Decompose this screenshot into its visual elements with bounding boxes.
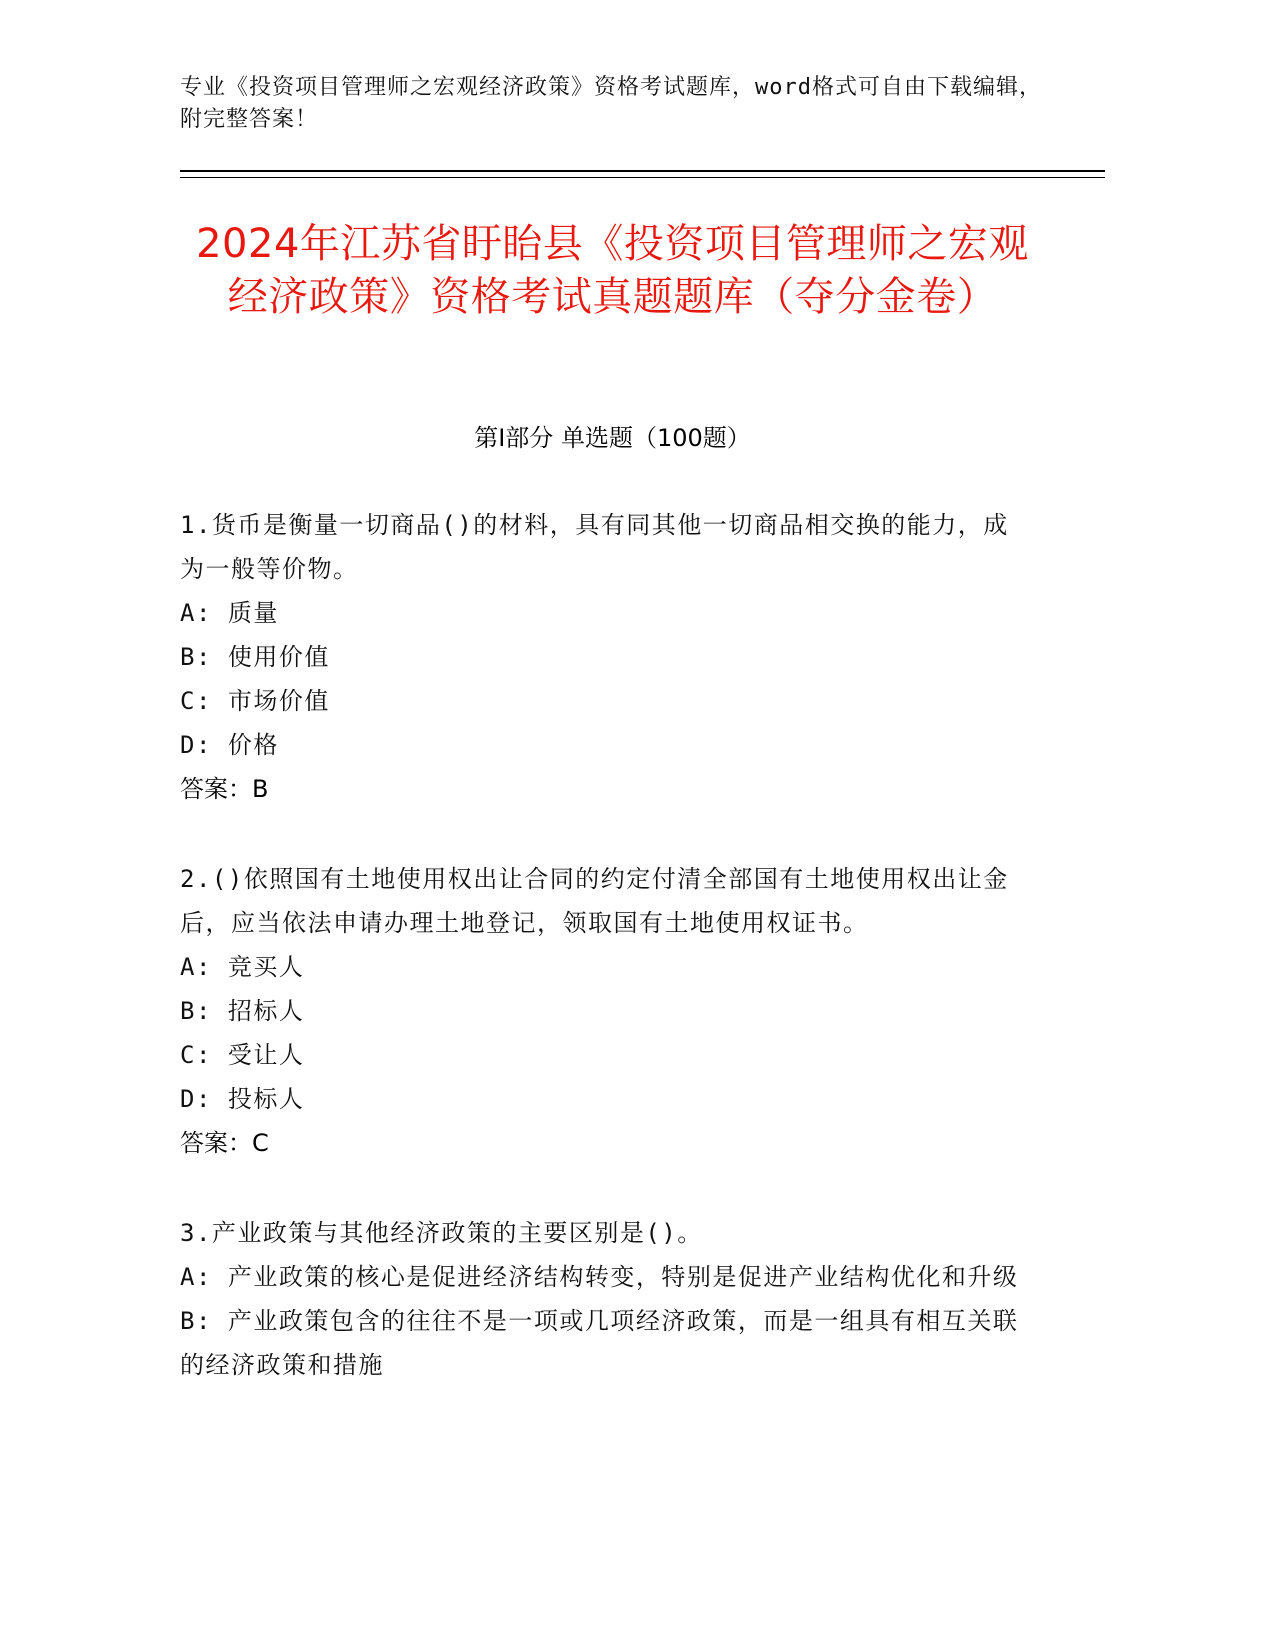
question-stem: 3.产业政策与其他经济政策的主要区别是()。 — [180, 1219, 703, 1247]
question-list — [180, 503, 1030, 1433]
section-heading: 第I部分 单选题（100题） — [474, 424, 751, 452]
header-note: 专业《投资项目管理师之宏观经济政策》资格考试题库，word格式可自由下载编辑，附完整答案！ — [180, 75, 1042, 132]
option-a: A: 竞买人 — [180, 953, 305, 981]
answer-text: 答案：B — [180, 775, 269, 803]
question-3 — [180, 1211, 1030, 1387]
answer-text: 答案：C — [180, 1129, 269, 1157]
header-rule-thick — [180, 170, 1105, 172]
option-b: B: 使用价值 — [180, 643, 330, 671]
question-stem: 1.货币是衡量一切商品()的材料，具有同其他一切商品相交换的能力，成为一般等价物。 — [180, 511, 1009, 583]
option-d: D: 投标人 — [180, 1085, 305, 1113]
question-2 — [180, 857, 1030, 1165]
question-1 — [180, 503, 1030, 811]
header-rule-thin — [180, 177, 1105, 178]
document-title: 2024年江苏省盱眙县《投资项目管理师之宏观经济政策》资格考试真题题库（夺分金卷） — [196, 221, 1029, 320]
option-a: A: 质量 — [180, 599, 279, 627]
option-c: C: 市场价值 — [180, 687, 330, 715]
question-stem: 2.()依照国有土地使用权出让合同的约定付清全部国有土地使用权出让金后，应当依法申请办理土地登记，领取国有土地使用权证书。 — [180, 865, 1009, 937]
option-a: A: 产业政策的核心是促进经济结构转变，特别是促进产业结构优化和升级 — [180, 1263, 1019, 1291]
option-d: D: 价格 — [180, 731, 279, 759]
option-b: B: 招标人 — [180, 997, 305, 1025]
option-b: B: 产业政策包含的往往不是一项或几项经济政策，而是一组具有相互关联的经济政策和措施 — [180, 1307, 1019, 1379]
option-c: C: 受让人 — [180, 1041, 305, 1069]
